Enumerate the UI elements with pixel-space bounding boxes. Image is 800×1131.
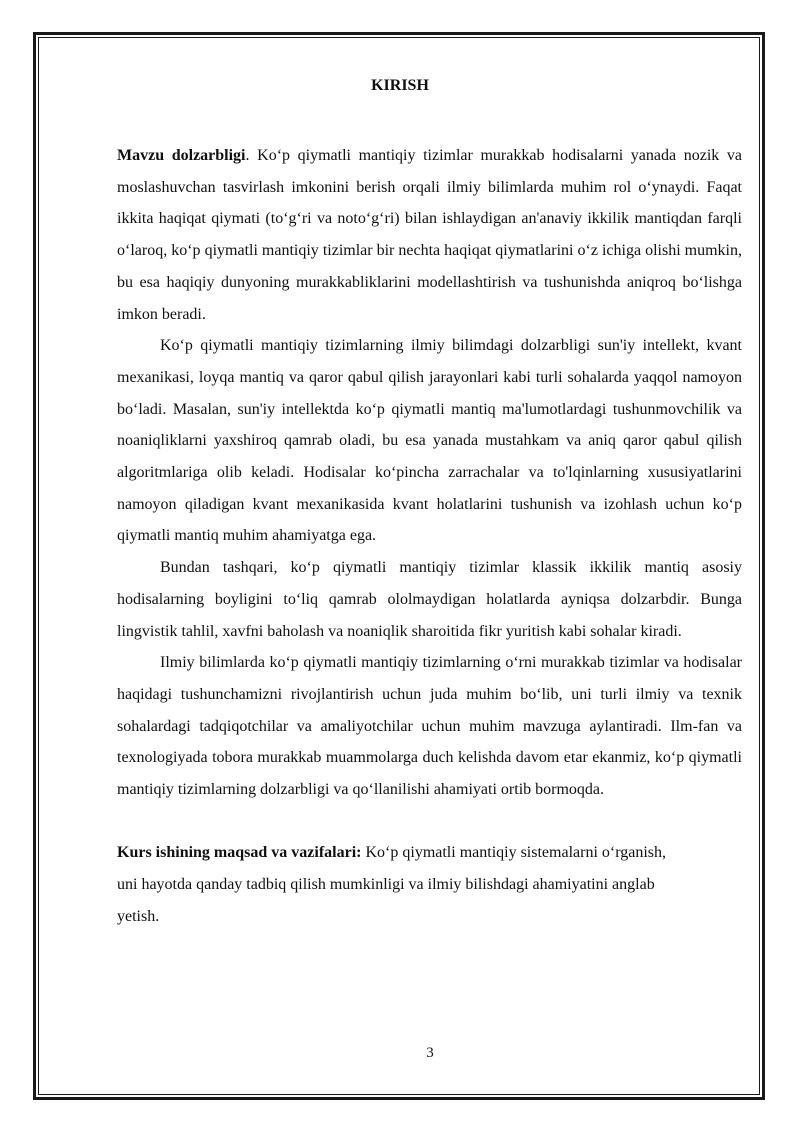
page-number: 3 — [426, 1045, 434, 1061]
paragraph-spacer — [117, 806, 742, 838]
paragraph: Bundan tashqari, ko‘p qiymatli mantiqiy tizimlar klassik ikkilik mantiq asosiy hodisalarning boyligini to‘liq qamrab ololmaydigan holatlarda ayniqsa dolzarbdir. Bunga lingvistik tahlil, xavfni baholash va noaniqlik sharoitida fikr yuritish kabi sohalar kiradi. — [117, 559, 742, 640]
document-body — [117, 140, 742, 933]
paragraph-goals — [117, 837, 687, 932]
paragraph: Ko‘p qiymatli mantiqiy tizimlarning ilmiy bilimdagi dolzarbligi sun'iy intellekt, kvant mexanikasi, loyqa mantiq va qaror qabul qilish jarayonlari kabi turli sohalarda yaqqol namoyon bo‘ladi. Masalan, sun'iy intellektda ko‘p qiymatli mantiq ma'lumotlardagi tushunmovchilik va noaniqliklarni yaxshiroq qamrab oladi, bu esa yanada mustahkam va aniq qaror qabul qilish algoritmlariga olib keladi. Hodisalar ko‘pincha zarrachalar va to'lqinlarning xususiyatlarini namoyon qiladigan kvant mexanikasida kvant holatlarini tushunish va izohlash uchun ko‘p qiymatli mantiq muhim ahamiyatga ega. — [117, 337, 742, 545]
paragraph-text: Ko‘p qiymatli mantiqiy sistemalarni o‘rganish, uni hayotda qanday tadbiq qilish mumkinligi va ilmiy bilishdagi ahamiyatini anglab yetish. — [117, 844, 667, 925]
paragraph-text: . Ko‘p qiymatli mantiqiy tizimlar murakkab hodisalarni yanada nozik va moslashuvchan tasvirlash imkonini berish orqali ilmiy bilimlarda muhim rol o‘ynaydi. Faqat ikkita haqiqat qiymati (to‘g‘ri va noto‘g‘ri) bilan ishlaydigan an'anaviy ikkilik mantiqdan farqli o‘laroq, ko‘p qiymatli mantiqiy tizimlar bir nechta haqiqat qiymatlarini o‘z ichiga olishi mumkin, bu esa haqiqiy dunyoning murakkabliklarini modellashtirish va tushunishda aniqroq bo‘lishga imkon beradi. — [117, 147, 743, 323]
goals-label: Kurs ishining maqsad va vazifalari: — [117, 844, 362, 862]
section-heading: KIRISH — [371, 77, 429, 94]
relevance-label: Mavzu dolzarbligi — [117, 147, 246, 164]
paragraph: Ilmiy bilimlarda ko‘p qiymatli mantiqiy tizimlarning o‘rni murakkab tizimlar va hodisalar haqidagi tushunchamizni rivojlantirish uchun juda muhim bo‘lib, uni turli ilmiy va texnik sohalardagi tadqiqotchilar va amaliyotchilar uchun muhim mavzuga aylantiradi. Ilm-fan va texnologiyada tobora murakkab muammolarga duch kelishda davom etar ekanmiz, ko‘p qiymatli mantiqiy tizimlarning dolzarbligi va qo‘llanilishi ahamiyati ortib bormoqda. — [117, 654, 742, 799]
paragraph-relevance — [117, 140, 742, 330]
